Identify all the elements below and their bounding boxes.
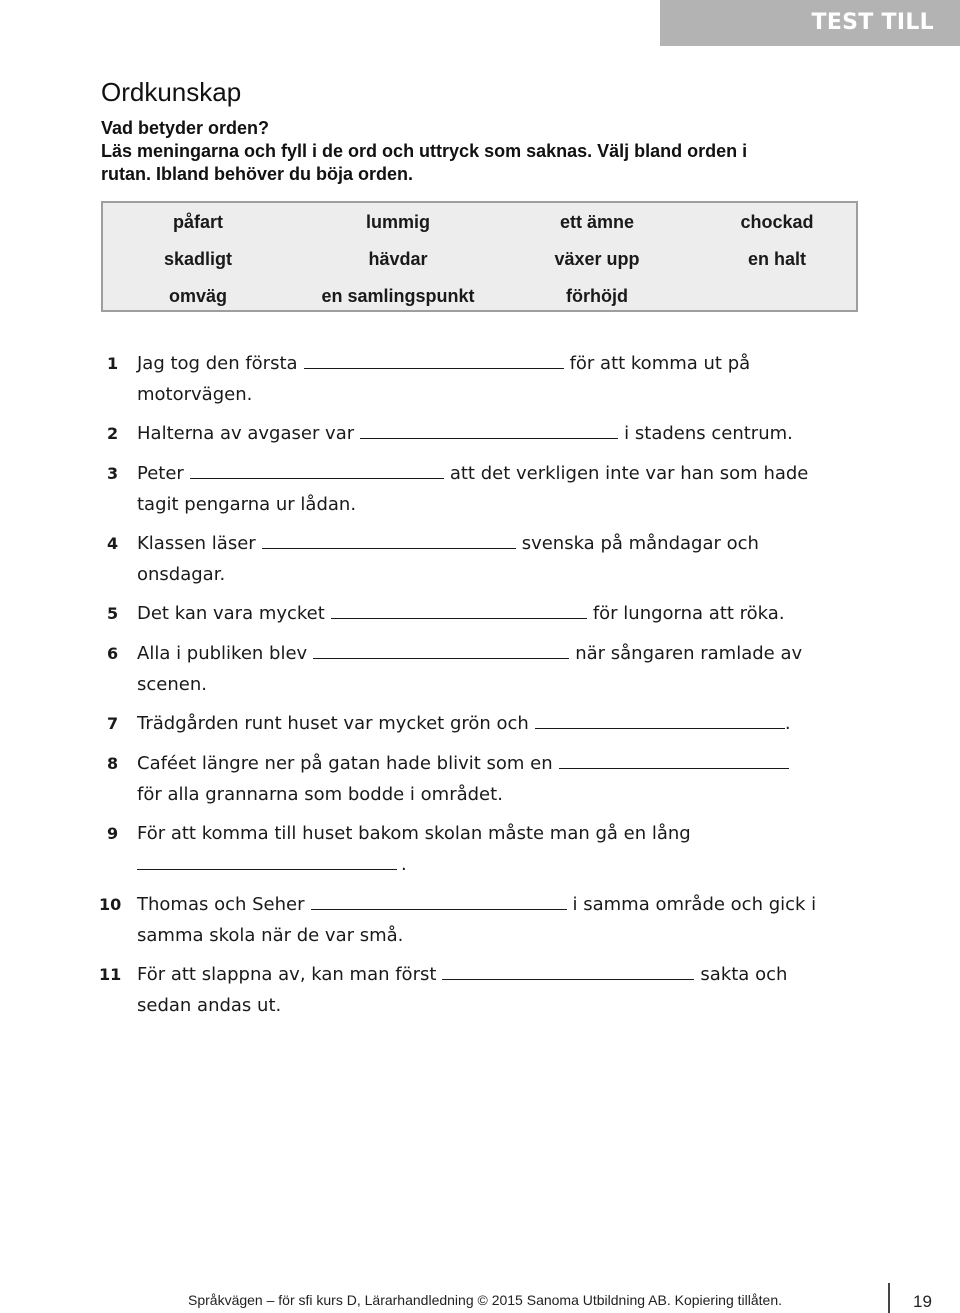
question-number: 1 xyxy=(107,354,119,373)
question-item xyxy=(107,638,847,700)
question-number: 2 xyxy=(107,424,119,443)
question-item xyxy=(107,528,847,590)
question-item xyxy=(107,708,847,739)
question-text: Thomas och Seher xyxy=(137,894,305,915)
question-text: onsdagar. xyxy=(137,564,226,585)
question-item xyxy=(107,748,847,810)
question-item xyxy=(107,818,847,880)
question-text: för att komma ut på xyxy=(569,353,751,374)
question-number: 7 xyxy=(107,714,119,733)
question-text: sakta och xyxy=(700,964,788,985)
question-text: För att komma till huset bakom skolan måste man gå en lång xyxy=(137,823,691,844)
question-text: Peter xyxy=(137,463,184,484)
word-option: lummig xyxy=(365,212,430,232)
question-text: när sångaren ramlade av xyxy=(575,643,803,664)
question-item xyxy=(107,418,847,449)
question-text: . xyxy=(784,713,791,734)
answer-blank[interactable] xyxy=(311,891,567,910)
question-item xyxy=(107,598,847,629)
word-option: växer upp xyxy=(554,249,640,269)
question-item xyxy=(107,458,847,520)
page-divider xyxy=(888,1283,890,1313)
question-text: svenska på måndagar och xyxy=(521,533,759,554)
answer-blank[interactable] xyxy=(331,600,587,619)
word-option: hävdar xyxy=(368,249,428,269)
answer-blank[interactable] xyxy=(360,420,618,439)
question-text: för alla grannarna som bodde i området. xyxy=(137,784,503,805)
instruction-line: Läs meningarna och fyll i de ord och uttryck som saknas. Välj bland orden i xyxy=(101,141,748,161)
question-item xyxy=(99,889,847,951)
answer-blank[interactable] xyxy=(313,640,569,659)
header-band xyxy=(0,0,960,81)
question-item xyxy=(99,959,847,1021)
question-number: 9 xyxy=(107,824,119,843)
word-option: en halt xyxy=(747,249,806,269)
question-text: samma skola när de var små. xyxy=(137,925,404,946)
question-number: 4 xyxy=(107,534,119,553)
answer-blank[interactable] xyxy=(442,961,694,980)
question-text: i stadens centrum. xyxy=(624,423,793,444)
word-option: en samlingspunkt xyxy=(321,286,475,306)
question-number: 6 xyxy=(107,644,119,663)
question-number: 10 xyxy=(99,895,122,914)
word-option: ett ämne xyxy=(559,212,635,232)
header-label: TEST TILL INSÄNDARE xyxy=(660,0,960,46)
question-text: för lungorna att röka. xyxy=(592,603,785,624)
question-text: Det kan vara mycket xyxy=(137,603,325,624)
answer-blank[interactable] xyxy=(559,750,789,769)
question-number: 11 xyxy=(99,965,122,984)
word-option: omväg xyxy=(168,286,228,306)
question-text: Caféet längre ner på gatan hade blivit som en xyxy=(137,753,553,774)
answer-blank[interactable] xyxy=(190,460,444,479)
question-text: i samma område och gick i xyxy=(572,894,817,915)
answer-blank[interactable] xyxy=(304,350,564,369)
question-text: . xyxy=(401,854,407,875)
question-text: För att slappna av, kan man först xyxy=(137,964,437,985)
page-number: 19 xyxy=(913,1292,932,1311)
question-number: 3 xyxy=(107,464,119,483)
question-number: 8 xyxy=(107,754,119,773)
instructions xyxy=(101,117,821,186)
question-number: 5 xyxy=(107,604,119,623)
word-option: chockad xyxy=(740,212,814,232)
instruction-line: rutan. Ibland behöver du böja orden. xyxy=(101,164,414,184)
question-text: Halterna av avgaser var xyxy=(137,423,355,444)
footer-text: Språkvägen – för sfi kurs D, Lärarhandledning © 2015 Sanoma Utbildning AB. Kopiering tillåten. xyxy=(188,1292,783,1308)
question-text: Klassen läser xyxy=(137,533,256,554)
question-text: motorvägen. xyxy=(137,384,253,405)
question-item xyxy=(107,348,847,410)
question-text: att det verkligen inte var han som hade xyxy=(449,463,809,484)
question-text: Trädgården runt huset var mycket grön och xyxy=(137,713,529,734)
question-text: tagit pengarna ur lådan. xyxy=(137,494,357,515)
question-text: Jag tog den första xyxy=(137,353,298,374)
word-option: förhöjd xyxy=(566,286,628,306)
answer-blank[interactable] xyxy=(535,710,785,729)
question-text: Alla i publiken blev xyxy=(137,643,308,664)
section-title: Ordkunskap xyxy=(101,77,242,107)
word-box xyxy=(101,201,858,312)
question-text: scenen. xyxy=(137,674,207,695)
answer-blank[interactable] xyxy=(137,851,397,870)
word-option: påfart xyxy=(172,212,223,232)
question-text: sedan andas ut. xyxy=(137,995,282,1016)
word-option: skadligt xyxy=(163,249,233,269)
answer-blank[interactable] xyxy=(262,530,516,549)
instruction-line: Vad betyder orden? xyxy=(101,118,270,138)
